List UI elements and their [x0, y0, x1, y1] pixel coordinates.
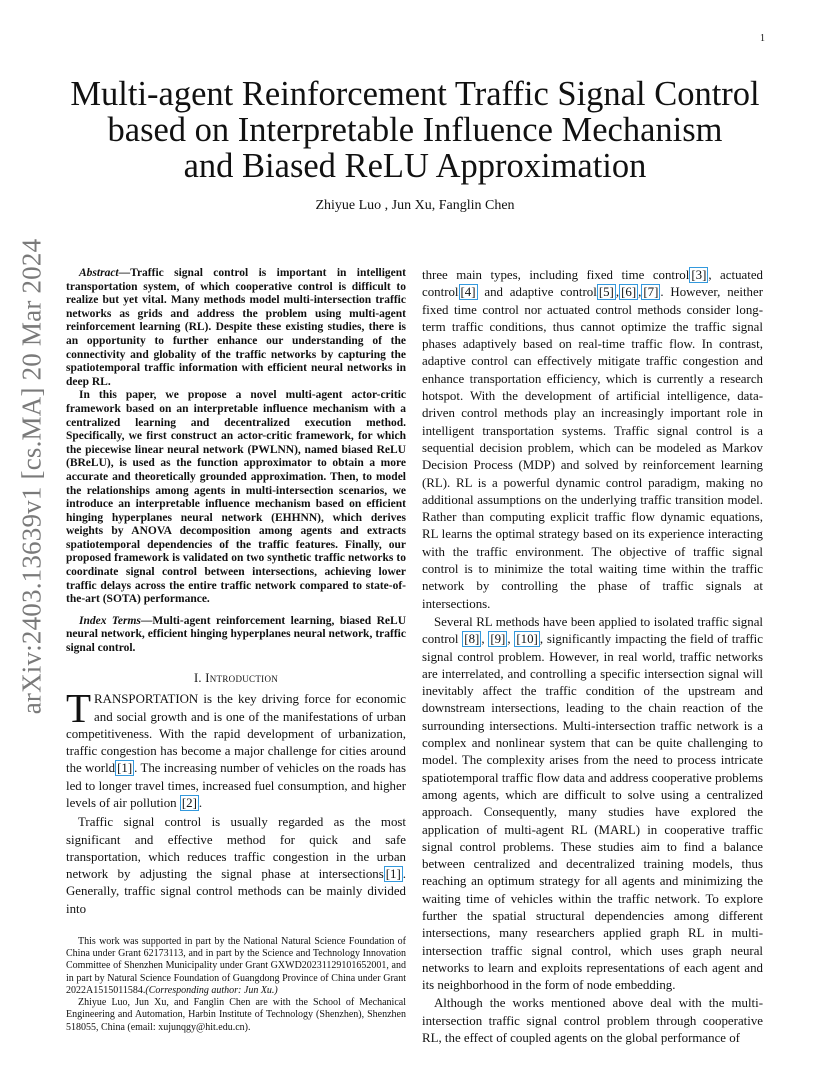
drop-cap: T [66, 685, 92, 732]
body-text: and adaptive control [477, 285, 597, 300]
citation-link[interactable]: [10] [516, 632, 538, 647]
abstract-paragraph: —Traffic signal control is important in intelligent transportation system, of which cooperative control is difficult to realize but yet vital. Many methods model multi-intersection traffic networks as grids and address the problem using multi-agent reinforcement learning (RL). Despite these existing studies, there is an opportunity to further enhance our understanding of the connectivity and globality of the traffic networks by capturing the spatiotemporal traffic information with efficient neural networks in deep RL. [66, 267, 406, 388]
title-line: based on Interpretable Influence Mechanism [107, 111, 723, 149]
section-title: Introduction [205, 670, 279, 685]
citation-link[interactable]: [7] [643, 285, 659, 300]
footnotes [66, 936, 406, 1034]
corresponding-author: (Corresponding author: Jun Xu.) [145, 984, 278, 996]
citation-link[interactable]: [1] [117, 761, 133, 776]
intro-text: . The increasing number of vehicles on the roads has led to longer travel times, increased fuel consumption, and higher levels of air pollution [66, 761, 407, 810]
body-text: , significantly impacting the field of traffic signal control problem. However, in real world, traffic networks are interrelated, and controlling a specific intersection signal will inevitably affect the traffic condition of the upstream and downstream intersections, leading to the chain reaction of the surrounding intersections. Multi-intersection traffic network is a complex and nonlinear system that can be quite challenging to model. The complexity arises from the need to process intricate spatiotemporal traffic flow data and address cooperative problems among agents, which are difficult to solve using a centralized approach. Consequently, many studies have explored the application of multi-agent RL (MARL) in cooperative traffic signal control problems. These studies aim to find a balance between centralized and decentralized training models, thus reaching an optimum strategy for all agents and minimizing the waiting time of vehicles within the traffic network. To explore further the spatial structural dependencies among different intersections, many researchers applied graph RL in multi-intersection traffic signal control, which uses graph neural networks to learn and exploits representations of each agent and its neighborhood in the form of node embedding. [422, 632, 763, 993]
separator: , [638, 285, 642, 300]
body-text: . However, neither fixed time control nor actuated control methods consider long-term traffic conditions, thus cannot optimize the traffic signal phases adaptively based on real-time traffic flow. In contrast, adaptive control can effectively mitigate traffic congestion and enhance transportation efficiency, which is currently a research hotspot. With the development of artificial intelligence, data-driven control methods play an increasingly important role in intelligent transportation systems. Traffic signal control is a sequential decision problem, which can be modeled as Markov Decision Process (MDP) and solved by reinforcement learning (RL). RL is a powerful dynamic control paradigm, making no additional assumptions on the underlying traffic transition model. Rather than computing explicit traffic flow dynamic equations, RL learns the optimal strategy based on its experience interacting with the traffic environment. The objective of traffic signal control is to minimize the total waiting time within the traffic network by controlling the phase of traffic signals at intersections. [422, 285, 763, 611]
right-column [422, 267, 763, 1048]
body-text: three main types, including fixed time control [422, 268, 690, 282]
left-column [66, 267, 406, 1034]
intro-text: . Generally, traffic signal control methods can be mainly divided into [66, 867, 406, 916]
index-terms [66, 615, 406, 656]
intro-text: RANSPORTATION is the key driving force for economic and social growth and is one of the manifestations of urban competitiveness. With the rapid development of urbanization, traffic congestion has become a major challenge for cities around the world [66, 692, 406, 776]
citation-link[interactable]: [1] [385, 867, 401, 882]
page-number: 1 [760, 33, 765, 44]
separator: , [615, 285, 620, 300]
citation-link[interactable]: [6] [621, 285, 637, 300]
title-line: Multi-agent Reinforcement Traffic Signal Control [70, 75, 760, 113]
separator: , [507, 632, 515, 647]
citation-link[interactable]: [2] [181, 796, 197, 810]
introduction [66, 685, 407, 918]
citation-link[interactable]: [3] [691, 268, 707, 282]
intro-text: Traffic signal control is usually regarded as the most significant and effective method for quick and safe transportation, which reduces traffic congestion in the urban network by adjusting the signal phase at intersections [66, 815, 406, 882]
paper-title [60, 76, 770, 184]
citation-link[interactable]: [4] [460, 285, 476, 300]
body-paragraph: Although the works mentioned above deal with the multi-intersection traffic signal control problem through cooperative RL, the effect of coupled agents on the global performance of [422, 996, 763, 1046]
section-heading [66, 672, 406, 686]
funding-note: This work was supported in part by the National Natural Science Foundation of China under Grant 62173113, and in part by the Science and Technology Innovation Committee of Shenzhen Municipality under Grant GXWD20231129101652001, and in part by Natural Science Foundation of Guangdong Province of China under Grant 2022A1515011584. [66, 936, 406, 996]
body-text: , actuated control [422, 268, 763, 300]
author-list: Zhiyue Luo , Jun Xu, Fanglin Chen [315, 198, 515, 213]
citation-link[interactable]: [5] [598, 285, 614, 300]
abstract-label: Abstract [79, 267, 119, 279]
affiliation-note: Zhiyue Luo, Jun Xu, and Fanglin Chen are with the School of Mechanical Engineering and Automation, Harbin Institute of Technology (Shenzhen), Shenzhen 518055, China (email: xujunqgy@hit.edu.cn). [66, 997, 406, 1033]
body-text: Several RL methods have been applied to isolated traffic signal control [422, 614, 763, 647]
intro-text: . [198, 796, 203, 810]
abstract-paragraph: In this paper, we propose a novel multi-agent actor-critic framework based on an interpretable influence mechanism with a centralized learning and decentralized execution method. Specifically, we first construct an actor-critic framework, for which the piecewise linear neural network (PWLNN), named biased ReLU (BReLU), is used as the function approximator to obtain a more accurate and theoretically grounded approximation. Then, to model the relationships among agents in multi-intersection scenarios, we introduce an interpretable influence mechanism based on efficient hinging hyperplanes neural network (EHHNN), which derives weights by ANOVA decomposition among agents and extracts spatiotemporal dependencies of the traffic features. Finally, our proposed framework is validated on two synthetic traffic networks to coordinate signal control between intersections, achieving lower traffic delays across the entire traffic network compared to state-of-the-art (SOTA) performance. [66, 389, 406, 606]
abstract [66, 267, 406, 607]
title-line: and Biased ReLU Approximation [183, 147, 647, 185]
arxiv-watermark [8, 238, 56, 714]
citation-link[interactable]: [8] [464, 632, 480, 647]
section-number: I. [193, 670, 206, 685]
index-terms-text: —Multi-agent reinforcement learning, biased ReLU neural network, efficient hinging hyperplanes neural network, traffic signal control. [66, 614, 406, 655]
index-terms-label: Index Terms [79, 614, 141, 627]
arxiv-id: arXiv:2403.13639v1 [cs.MA] 20 Mar 2024 [16, 238, 47, 714]
separator: , [481, 632, 489, 647]
citation-link[interactable]: [9] [490, 632, 506, 647]
